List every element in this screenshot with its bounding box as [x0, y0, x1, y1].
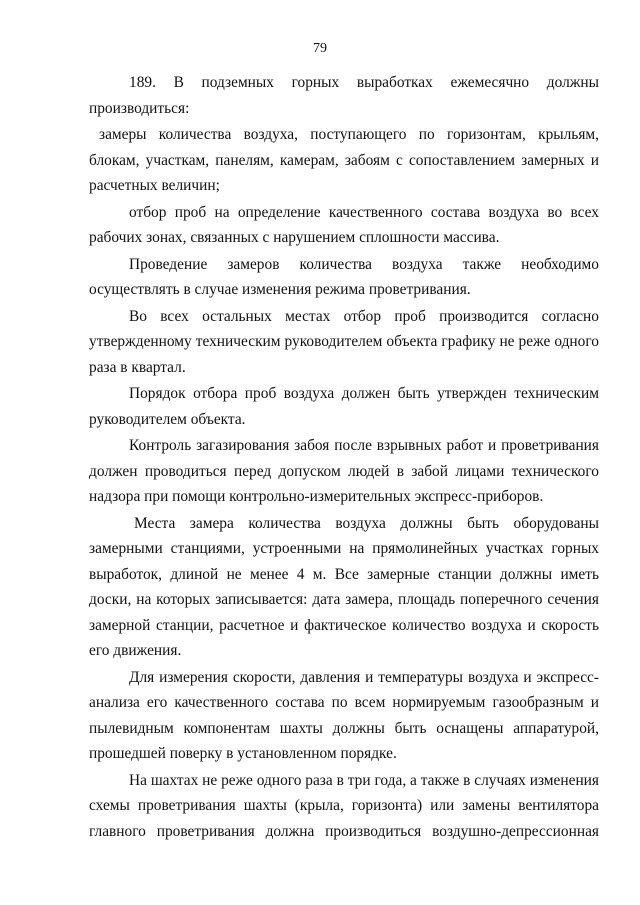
- paragraph-other-places-sampling: Во всех остальных местах отбор проб производится согласно утвержденному техническим руководителем объекта графику не реже одного раза в квартал.: [89, 307, 599, 376]
- paragraph-air-quantity-measurements: замеры количества воздуха, поступающего по горизонтам, крыльям, блокам, участкам, панелям, камерам, забоям с сопоставлением замерных и расчетных величин;: [89, 126, 599, 194]
- document-body: [89, 70, 599, 844]
- paragraph-air-depression-survey: На шахтах не реже одного раза в три года, а также в случаях изменения схемы проветривания шахты (крыла, горизонта) или замены вентилятора главного проветривания должна производиться воздушно-депрессионная: [89, 771, 599, 840]
- paragraph-air-sampling: отбор проб на определение качественного состава воздуха во всех рабочих зонах, связанных с нарушением сплошности массива.: [89, 203, 599, 246]
- page-number: 79: [313, 41, 327, 56]
- paragraph-measuring-stations: Места замера количества воздуха должны быть оборудованы замерными станциями, устроенными на прямолинейных участках горных выработок, длиной не менее 4 м. Все замерные станции должны иметь доски, на которых записывается: дата замера, площадь поперечного сечения замерной станции, расчетное и фактическое количество воздуха и скорость его движения.: [89, 514, 599, 659]
- paragraph-sampling-procedure: Порядок отбора проб воздуха должен быть утвержден техническим руководителем объекта.: [89, 385, 599, 428]
- paragraph-gas-control-after-blasting: Контроль загазирования забоя после взрывных работ и проветривания должен проводиться перед допуском людей в забой лицами технического надзора при помощи контрольно-измерительных экспресс-приборов.: [89, 437, 599, 505]
- paragraph-measuring-equipment: Для измерения скорости, давления и температуры воздуха и экспресс-анализа его качественного состава по всем нормируемым газообразным и пылевидным компонентам шахты должны быть оснащены аппаратурой, прошедшей поверку в установленном порядке.: [89, 668, 599, 762]
- paragraph-189-intro: 189. В подземных горных выработках ежемесячно должны производиться:: [89, 74, 599, 117]
- paragraph-measurement-on-ventilation-change: Проведение замеров количества воздуха также необходимо осуществлять в случае изменения режима проветривания.: [89, 255, 599, 298]
